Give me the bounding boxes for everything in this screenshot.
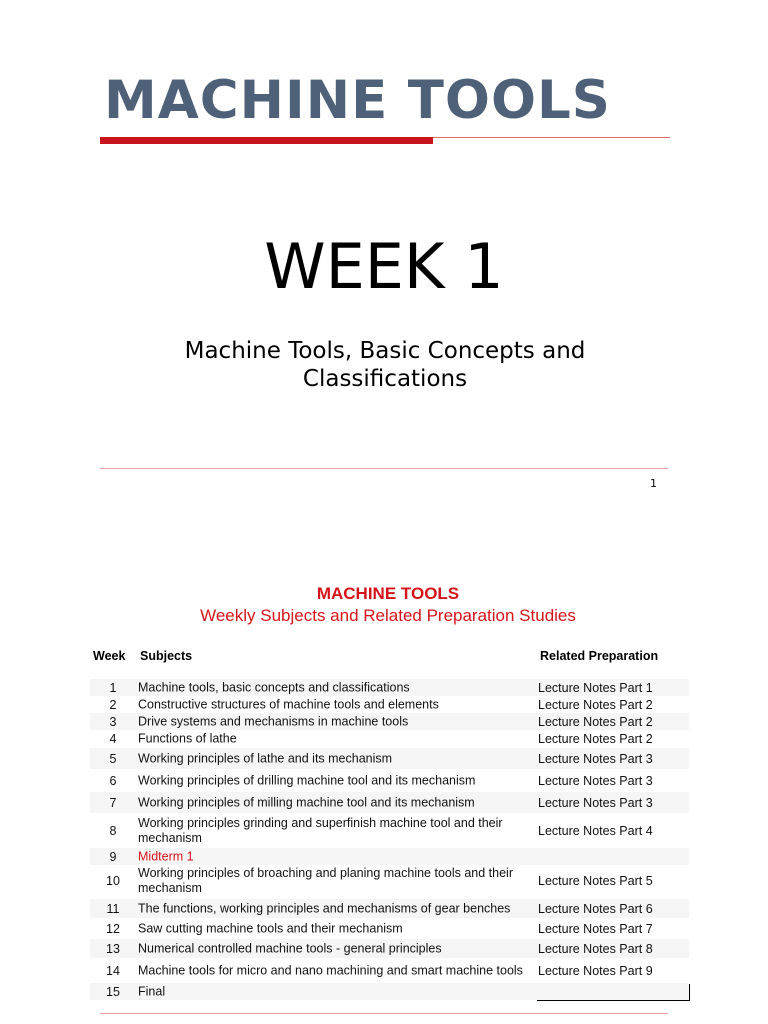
schedule-title: MACHINE TOOLS: [316, 584, 460, 603]
cell-subject: Machine tools for micro and nano machining and smart machine tools: [138, 963, 523, 977]
title-underline-thick: [100, 137, 433, 144]
cell-preparation: Lecture Notes Part 8: [538, 941, 653, 956]
schedule-subtitle: Weekly Subjects and Related Preparation Studies: [200, 606, 576, 625]
page-number: 1: [650, 477, 657, 490]
cell-week: 2: [109, 697, 117, 712]
table-row: [90, 899, 689, 918]
cell-preparation: Lecture Notes Part 3: [538, 795, 653, 810]
cell-week: 9: [109, 849, 117, 864]
cell-preparation: Lecture Notes Part 4: [538, 824, 653, 838]
cell-preparation: Lecture Notes Part 6: [538, 901, 653, 916]
week-subtitle: Machine Tools, Basic Concepts and Classifications: [184, 338, 586, 392]
cell-subject: Working principles of milling machine tool and its mechanism: [138, 795, 475, 809]
cell-week: 13: [106, 941, 120, 956]
cell-subject: Numerical controlled machine tools - general principles: [138, 941, 442, 955]
cell-week: 5: [109, 751, 117, 766]
cell-week: 6: [109, 773, 117, 788]
table-row: [90, 679, 689, 696]
table-row: [90, 748, 689, 769]
cell-subject: The functions, working principles and mechanisms of gear benches: [138, 901, 511, 915]
slide-title: MACHINE TOOLS: [104, 70, 611, 131]
cell-subject: Constructive structures of machine tools and elements: [138, 697, 439, 711]
cell-preparation: Lecture Notes Part 2: [538, 731, 653, 746]
cell-preparation: Lecture Notes Part 5: [538, 874, 653, 888]
slide-bottom-divider: [100, 468, 668, 469]
table-row: [90, 939, 689, 958]
cell-week: 8: [109, 824, 117, 838]
cell-week: 3: [109, 714, 117, 729]
header-week: Week: [93, 649, 126, 663]
header-preparation: Related Preparation: [540, 649, 659, 663]
cell-week: 10: [106, 874, 120, 888]
table-row: [90, 770, 689, 791]
cell-preparation: Lecture Notes Part 2: [538, 714, 653, 729]
table-row: [90, 730, 689, 747]
page-bottom-divider: [100, 1013, 668, 1014]
cell-preparation: Lecture Notes Part 7: [538, 921, 653, 936]
cell-preparation: Lecture Notes Part 9: [538, 963, 653, 978]
table-row: [90, 865, 689, 897]
cell-subject: Functions of lathe: [138, 731, 237, 745]
cell-subject: Working principles of lathe and its mechanism: [138, 751, 393, 765]
table-row: [90, 792, 689, 813]
cell-week: 11: [106, 901, 120, 916]
cell-subject: Final: [138, 984, 166, 998]
cell-week: 7: [109, 795, 117, 810]
header-subjects: Subjects: [140, 649, 193, 663]
cell-week: 14: [106, 963, 120, 978]
cell-subject: Drive systems and mechanisms in machine tools: [138, 714, 409, 728]
cell-subject: Midterm 1: [138, 849, 194, 863]
cell-subject: Machine tools, basic concepts and classifications: [138, 680, 410, 694]
cell-week: 15: [106, 984, 120, 999]
cell-preparation: Lecture Notes Part 1: [538, 680, 653, 695]
final-row-border: [537, 984, 690, 1001]
cell-preparation: Lecture Notes Part 3: [538, 773, 653, 788]
table-row: [90, 696, 689, 713]
table-row: [90, 815, 689, 847]
cell-subject: Working principles of broaching and planing machine tools and their mechanism: [138, 866, 513, 895]
cell-subject: Working principles grinding and superfinish machine tool and their mechanism: [138, 816, 503, 845]
cell-preparation: Lecture Notes Part 3: [538, 751, 653, 766]
table-row: [90, 713, 689, 730]
table-row: [90, 960, 689, 981]
cell-week: 1: [109, 680, 117, 695]
cell-week: 12: [106, 921, 120, 936]
cell-preparation: Lecture Notes Part 2: [538, 697, 653, 712]
week-heading: WEEK 1: [264, 230, 504, 303]
cell-week: 4: [109, 731, 117, 746]
table-row: [90, 848, 689, 865]
cell-subject: Saw cutting machine tools and their mechanism: [138, 921, 403, 935]
cell-subject: Working principles of drilling machine tool and its mechanism: [138, 773, 476, 787]
table-row: [90, 919, 689, 938]
